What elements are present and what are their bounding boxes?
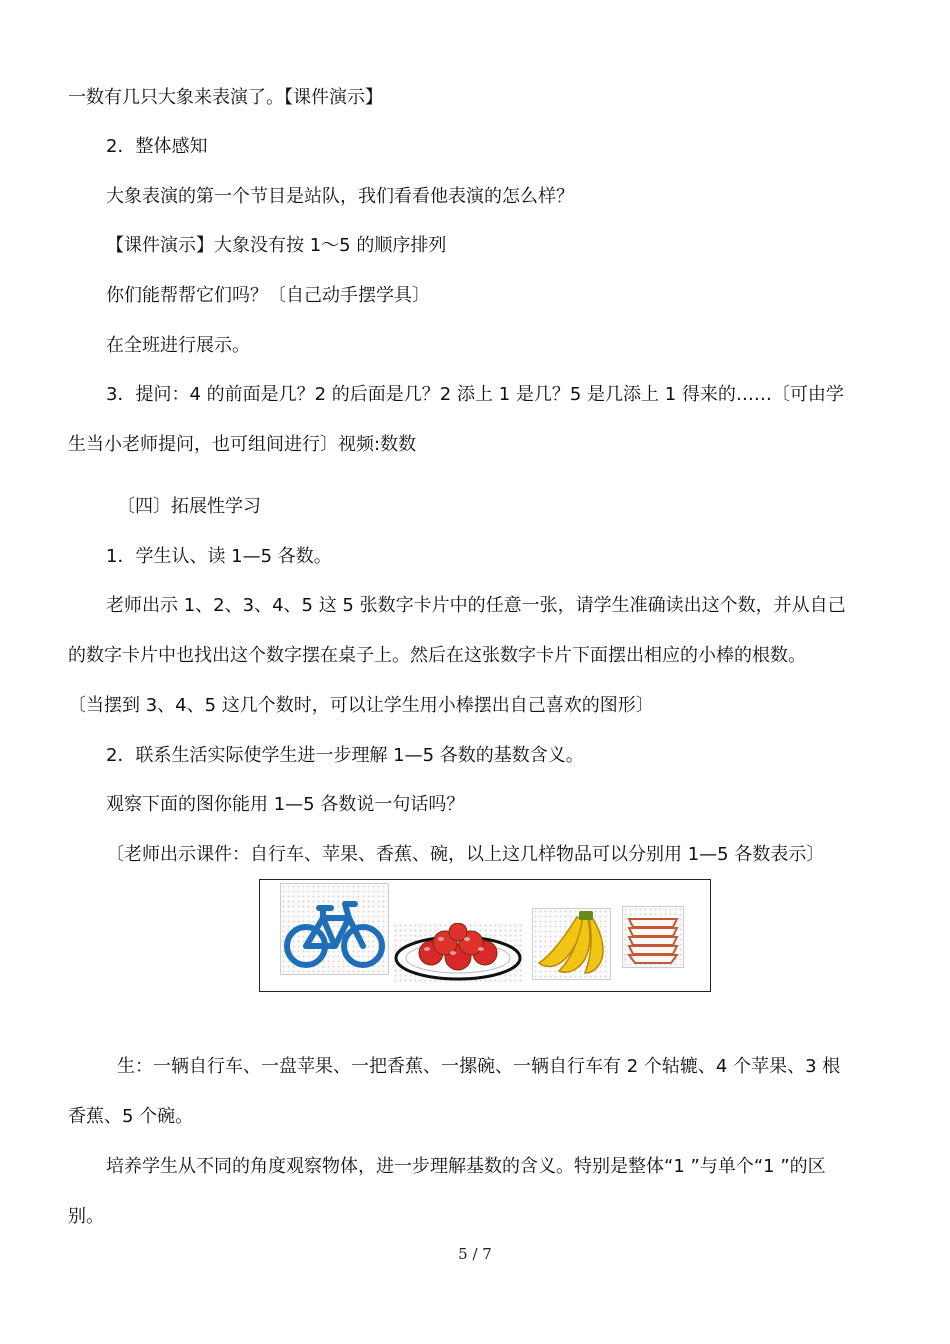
text-line: 1．学生认、读 1—5 各数。 <box>106 546 332 567</box>
text-line: 生：一辆自行车、一盘苹果、一把香蕉、一摞碗、一辆自行车有 2 个轱辘、4 个苹果、3 根 <box>117 1056 841 1077</box>
banana-picture <box>532 908 611 980</box>
apple-plate-picture <box>393 923 524 983</box>
section-heading: 2．整体感知 <box>106 136 208 157</box>
text-line: 大象表演的第一个节目是站队，我们看看他表演的怎么样？ <box>106 186 574 207</box>
bowl-picture <box>622 906 684 968</box>
bicycle-picture <box>280 883 389 975</box>
apple-plate-icon <box>393 923 524 983</box>
objects-figure <box>259 879 711 992</box>
text-line: 的数字卡片中也找出这个数字摆在桌子上。然后在这张数字卡片下面摆出相应的小棒的根数。 <box>68 645 806 666</box>
bicycle-icon <box>281 884 388 974</box>
text-line: 香蕉、5 个碗。 <box>68 1106 194 1127</box>
text-line: 一数有几只大象来表演了。【课件演示】 <box>68 87 383 108</box>
text-line: 2．联系生活实际使学生进一步理解 1—5 各数的基数含义。 <box>106 745 584 766</box>
text-line: 观察下面的图你能用 1—5 各数说一句话吗？ <box>106 794 465 815</box>
text-line: 培养学生从不同的角度观察物体，进一步理解基数的含义。特别是整体“1 ”与单个“1 ”的区 <box>106 1156 826 1177</box>
banana-bunch-icon <box>533 909 610 979</box>
bowl-stack-icon <box>623 907 683 967</box>
text-line: 老师出示 1、2、3、4、5 这 5 张数字卡片中的任意一张，请学生准确读出这个数，并从自己 <box>106 595 846 616</box>
text-line: 〔老师出示课件：自行车、苹果、香蕉、碗，以上这几样物品可以分别用 1—5 各数表示〕 <box>106 844 825 865</box>
text-line: 别。 <box>68 1206 104 1227</box>
section-heading: 〔四〕拓展性学习 <box>117 496 261 517</box>
text-line: 生当小老师提问，也可组间进行〕视频:数数 <box>68 434 417 455</box>
text-line: 3．提问：4 的前面是几？2 的后面是几？2 添上 1 是几？5 是几添上 1 得来的……〔可由学 <box>106 384 844 405</box>
text-line: 你们能帮帮它们吗？〔自己动手摆学具〕 <box>106 285 430 306</box>
text-line: 〔当摆到 3、4、5 这几个数时，可以让学生用小棒摆出自己喜欢的图形〕 <box>68 695 654 716</box>
text-line: 在全班进行展示。 <box>106 335 250 356</box>
page-number: 5 / 7 <box>458 1245 492 1263</box>
text-line: 【课件演示】大象没有按 1～5 的顺序排列 <box>106 235 447 256</box>
